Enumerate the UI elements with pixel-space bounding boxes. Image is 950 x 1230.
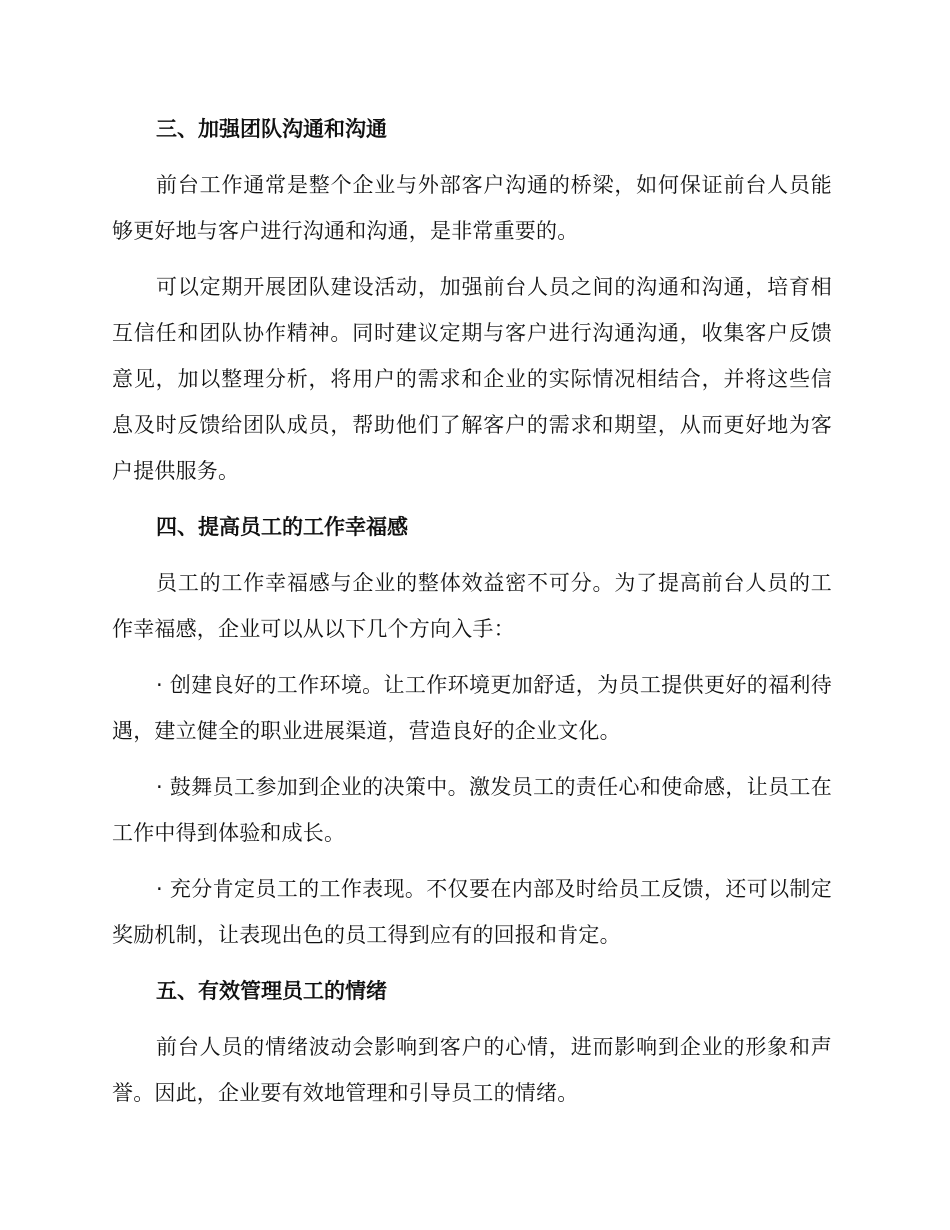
section-heading-4: 四、提高员工的工作幸福感: [156, 515, 408, 539]
paragraph: 员工的工作幸福感与企业的整体效益密不可分。为了提高前台人员的工作幸福感，企业可以从以下几个方向入手：: [112, 571, 832, 641]
paragraph: 前台人员的情绪波动会影响到客户的心情，进而影响到企业的形象和声誉。因此，企业要有效地管理和引导员工的情绪。: [112, 1035, 832, 1105]
paragraph: 前台工作通常是整个企业与外部客户沟通的桥梁，如何保证前台人员能够更好地与客户进行沟通和沟通，是非常重要的。: [112, 173, 832, 243]
bullet-paragraph: · 鼓舞员工参加到企业的决策中。激发员工的责任心和使命感，让员工在工作中得到体验和成长。: [112, 775, 832, 845]
section-heading-3: 三、加强团队沟通和沟通: [156, 117, 387, 141]
document-body: [112, 106, 832, 1126]
bullet-paragraph: · 创建良好的工作环境。让工作环境更加舒适，为员工提供更好的福利待遇，建立健全的职业进展渠道，营造良好的企业文化。: [112, 673, 832, 743]
bullet-paragraph: · 充分肯定员工的工作表现。不仅要在内部及时给员工反馈，还可以制定奖励机制，让表现出色的员工得到应有的回报和肯定。: [112, 877, 832, 947]
section-heading-5: 五、有效管理员工的情绪: [156, 979, 387, 1003]
paragraph: 可以定期开展团队建设活动，加强前台人员之间的沟通和沟通，培育相互信任和团队协作精神。同时建议定期与客户进行沟通沟通，收集客户反馈意见，加以整理分析，将用户的需求和企业的实际情况相结合，并将这些信息及时反馈给团队成员，帮助他们了解客户的需求和期望，从而更好地为客户提供服务。: [112, 275, 832, 483]
